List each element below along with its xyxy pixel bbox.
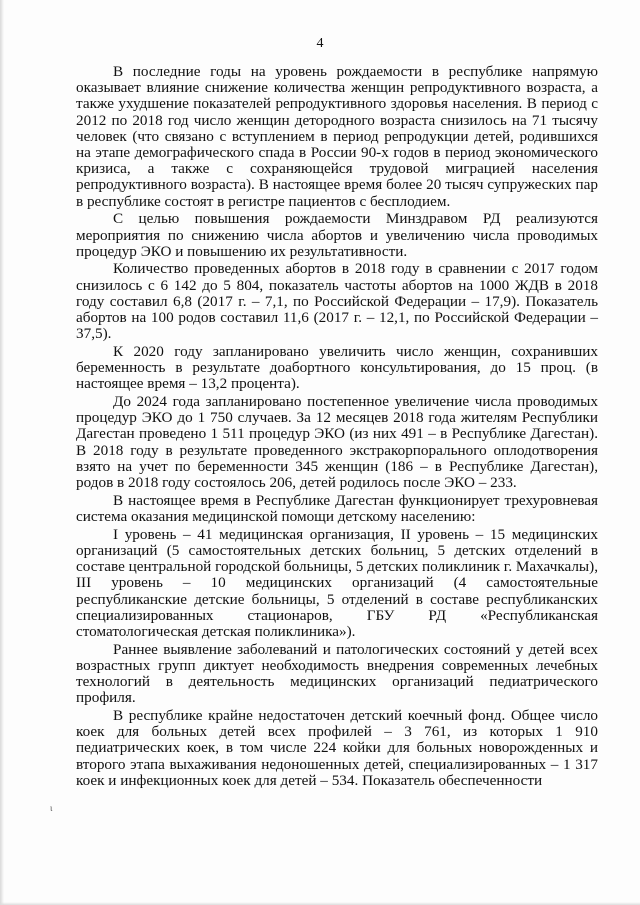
page-number: 4	[316, 36, 324, 51]
paragraph-abortion-stats: Количество проведенных абортов в 2018 году в сравнении с 2017 годом снизилось с 6 142 до 5 804, показатель частоты абортов на 1000 ЖДВ в 2018 году составил 6,8 (2017 г. – 7,1, по Российской Федерации – 17,9). Показатель абортов на 100 родов составил 11,6 (2017 г. – 12,1, по Российской Федерации – 37,5).	[76, 260, 598, 343]
margin-speck: ɩ	[50, 803, 53, 813]
paragraph-bed-fund: В республике крайне недостаточен детский коечный фонд. Общее число коек для больных детей всех профилей – 3 761, из которых 1 910 педиатрических коек, в том числе 224 койки для больных новорожденных и второго этапа выхаживания недоношенных детей, специализированных – 1 317 коек и инфекционных коек для детей – 534. Показатель обеспеченности	[76, 706, 598, 789]
paragraph-reproductive-decline: В последние годы на уровень рождаемости в республике напрямую оказывает влияние снижение количества женщин репродуктивного возраста, а также ухудшение показателей репродуктивного здоровья населения. В период с 2012 по 2018 год число женщин детородного возраста снизилось на 71 тысячу человек (что связано с вступлением в период репродукции детей, родившихся на этапе демографического спада в России 90-х годов в период экономического кризиса, а также с сохраняющейся трудовой миграцией населения репродуктивного возраста). В настоящее время более 20 тысяч супружеских пар в республике состоят в регистре пациентов с бесплодием.	[76, 63, 598, 210]
paragraph-early-detection: Раннее выявление заболеваний и патологических состояний у детей всех возрастных групп диктует необходимость внедрения современных лечебных технологий в деятельность медицинских организаций педиатрического профиля.	[76, 640, 598, 707]
document-body	[76, 64, 598, 790]
scan-shadow-edge	[0, 0, 4, 905]
paragraph-care-levels: I уровень – 41 медицинская организация, II уровень – 15 медицинских организаций (5 самостоятельных детских больниц, 5 детских отделений в составе центральной городской больницы, 5 детских поликлиник г. Махачкалы), III уровень – 10 медицинских организаций (4 самостоятельные республиканские детские больницы, 5 отделений в составе республиканских специализированных стационаров, ГБУ РД «Республиканская стоматологическая детская поликлиника»).	[76, 525, 598, 640]
paragraph-ministry-measures: С целью повышения рождаемости Минздравом РД реализуются мероприятия по снижению числа абортов и увеличению числа проводимых процедур ЭКО и повышению их результативности.	[76, 210, 598, 260]
paragraph-care-system: В настоящее время в Республике Дагестан функционирует трехуровневая система оказания медицинской помощи детскому населению:	[76, 491, 598, 525]
paragraph-ivf-plans: До 2024 года запланировано постепенное увеличение числа проводимых процедур ЭКО до 1 750 случаев. За 12 месяцев 2018 года жителям Республики Дагестан проведено 1 511 процедур ЭКО (из них 491 – в Республике Дагестан). В 2018 году в результате проведенного экстракорпорального оплодотворения взято на учет по беременности 345 женщин (186 – в Республике Дагестан), родов в 2018 году состоялось 206, детей родилось после ЭКО – 233.	[76, 393, 598, 492]
paragraph-2020-target: К 2020 году запланировано увеличить число женщин, сохранивших беременность в результате доабортного консультирования, до 15 проц. (в настоящее время – 13,2 процента).	[76, 342, 598, 393]
